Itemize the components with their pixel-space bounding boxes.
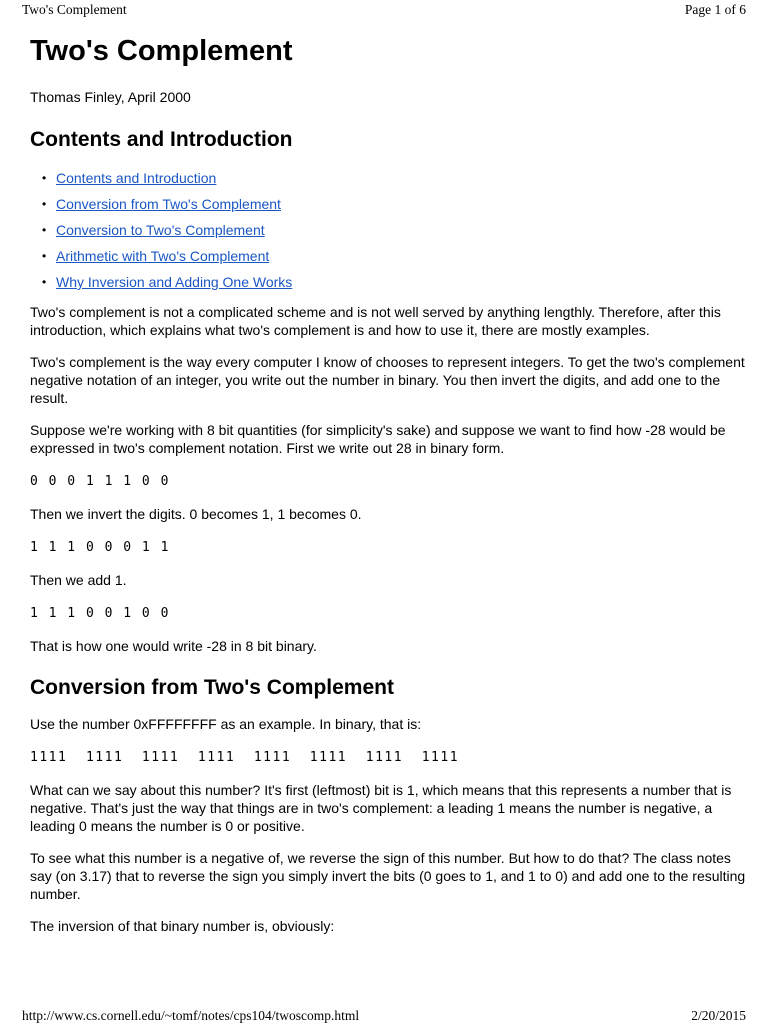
bullet-icon: •: [42, 275, 47, 289]
toc-link-contents[interactable]: Contents and Introduction: [56, 170, 217, 186]
print-header-page-number: Page 1 of 6: [684, 2, 746, 17]
paragraph: What can we say about this number? It's first (leftmost) bit is 1, which means that this represents a number that is negative. That's just the way that things are in two's complement: a leading 1 means the number is negative, a leading 0 means the number is 0 or positive.: [30, 782, 732, 834]
toc-link-conversion-to[interactable]: Conversion to Two's Complement: [56, 222, 265, 238]
binary-code-block: 0 0 0 1 1 1 0 0: [30, 474, 170, 489]
toc-item: [42, 170, 746, 187]
print-header: [0, 0, 768, 18]
print-footer-date: 2/20/2015: [691, 1008, 746, 1023]
paragraph: Suppose we're working with 8 bit quantities (for simplicity's sake) and suppose we want to find how -28 would be expressed in two's complement notation. First we write out 28 in binary form.: [30, 422, 726, 456]
toc-link-conversion-from[interactable]: Conversion from Two's Complement: [56, 196, 281, 212]
paragraph: To see what this number is a negative of, we reverse the sign of this number. But how to do that? The class notes say (on 3.17) that to reverse the sign you simply invert the bits (0 goes to 1, and 1 to 0) and add one to the resulting number.: [30, 850, 746, 902]
paragraph: That is how one would write -28 in 8 bit binary.: [30, 638, 317, 654]
toc-link-arithmetic[interactable]: Arithmetic with Two's Complement: [56, 248, 270, 264]
toc-item: [42, 196, 746, 213]
print-footer: [0, 1006, 768, 1024]
bullet-icon: •: [42, 197, 47, 211]
toc-item: [42, 248, 746, 265]
paragraph: Use the number 0xFFFFFFFF as an example. In binary, that is:: [30, 716, 422, 732]
paragraph: The inversion of that binary number is, obviously:: [30, 918, 335, 934]
author-line: Thomas Finley, April 2000: [30, 89, 191, 105]
paragraph: Two's complement is the way every computer I know of chooses to represent integers. To get the two's complement negative notation of an integer, you write out the number in binary. You then invert the digits, and add one to the result.: [30, 354, 745, 406]
document-body: [30, 30, 746, 935]
section-heading-conversion-from: Conversion from Two's Complement: [30, 676, 394, 699]
paragraph: Then we invert the digits. 0 becomes 1, 1 becomes 0.: [30, 506, 362, 522]
page-title: Two's Complement: [30, 35, 293, 67]
bullet-icon: •: [42, 171, 47, 185]
section-heading-contents: Contents and Introduction: [30, 128, 293, 151]
bullet-icon: •: [42, 249, 47, 263]
binary-code-block: 1111 1111 1111 1111 1111 1111 1111 1111: [30, 750, 460, 765]
binary-code-block: 1 1 1 0 0 1 0 0: [30, 606, 170, 621]
print-footer-url: http://www.cs.cornell.edu/~tomf/notes/cps104/twoscomp.html: [22, 1008, 360, 1023]
toc-item: [42, 222, 746, 239]
paragraph: Then we add 1.: [30, 572, 127, 588]
bullet-icon: •: [42, 223, 47, 237]
toc-item: [42, 274, 746, 291]
toc-link-why-inversion[interactable]: Why Inversion and Adding One Works: [56, 274, 293, 290]
paragraph: Two's complement is not a complicated scheme and is not well served by anything lengthly. Therefore, after this introduction, which explains what two's complement is and how to use it, there are mostly examples.: [30, 304, 721, 338]
binary-code-block: 1 1 1 0 0 0 1 1: [30, 540, 170, 555]
print-header-title: Two's Complement: [22, 2, 127, 17]
table-of-contents: [30, 170, 746, 291]
